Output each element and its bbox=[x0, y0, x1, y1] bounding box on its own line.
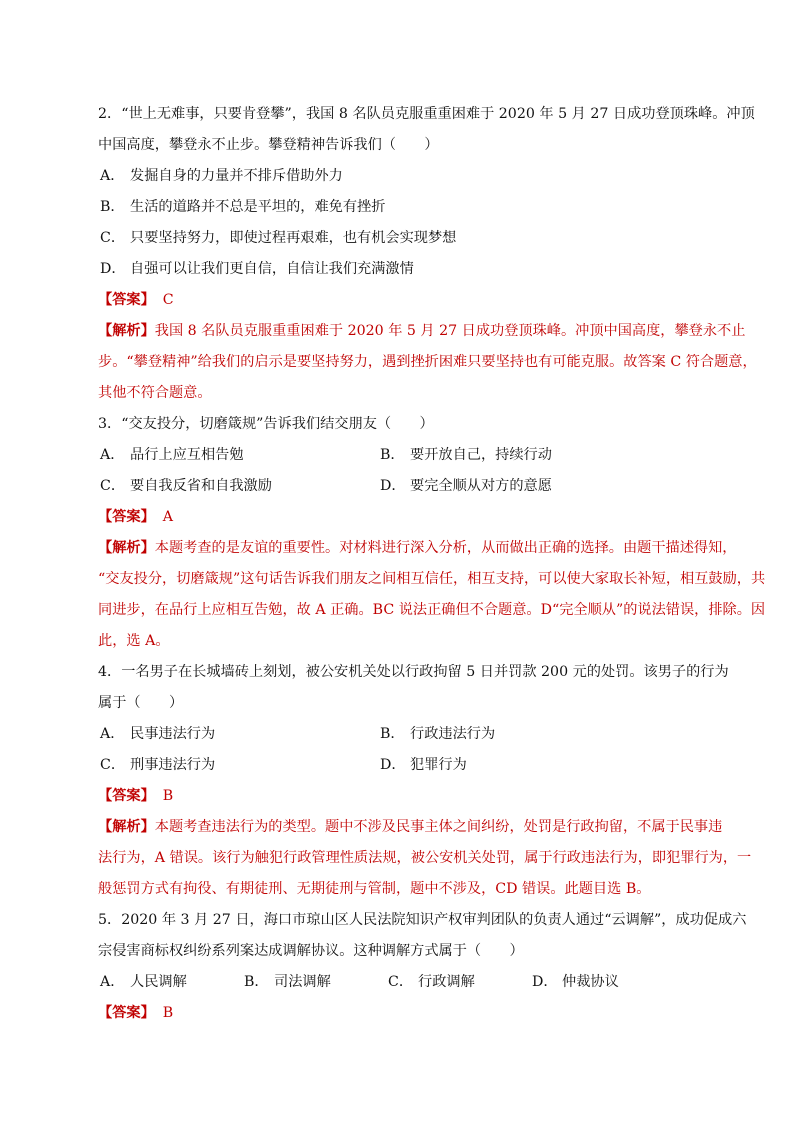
option-text: 人民调解 bbox=[130, 974, 187, 990]
q2-answer bbox=[98, 285, 710, 316]
answer-tag: 【答案】 bbox=[98, 292, 155, 308]
q2-option-b bbox=[98, 192, 710, 223]
answer-tag: 【答案】 bbox=[98, 509, 155, 525]
option-letter: D． bbox=[532, 974, 558, 990]
answer-tag: 【答案】 bbox=[98, 1005, 155, 1021]
q3-option-a bbox=[100, 440, 380, 471]
q5-stem-line2: 宗侵害商标权纠纷系列案达成调解协议。这种调解方式属于（ ） bbox=[98, 943, 524, 959]
option-text: 只要坚持努力，即使过程再艰难，也有机会实现梦想 bbox=[130, 230, 457, 246]
option-text: 仲裁协议 bbox=[562, 974, 619, 990]
q4-stem-line2: 属于（ ） bbox=[98, 695, 184, 711]
q3-analysis-line4: 此，选 A。 bbox=[98, 633, 170, 649]
answer-value: A bbox=[162, 509, 174, 525]
option-text: 生活的道路并不总是平坦的，难免有挫折 bbox=[130, 199, 386, 215]
option-text: 要自我反省和自我激励 bbox=[130, 478, 272, 494]
q2-analysis-line1 bbox=[98, 316, 746, 347]
option-text: 刑事违法行为 bbox=[130, 757, 216, 773]
option-letter: C． bbox=[388, 974, 414, 990]
option-text: 自强可以让我们更自信，自信让我们充满激情 bbox=[130, 261, 414, 277]
option-letter: D． bbox=[100, 261, 126, 277]
option-letter: D． bbox=[380, 478, 406, 494]
option-text: 行政调解 bbox=[418, 974, 475, 990]
analysis-text: 本题考查的是友谊的重要性。对材料进行深入分析，从而做出正确的选择。由题干描述得知， bbox=[154, 540, 737, 556]
option-text: 行政违法行为 bbox=[410, 726, 496, 742]
q5-answer bbox=[98, 998, 710, 1029]
option-text: 要开放自己，持续行动 bbox=[410, 447, 552, 463]
q5-option-c bbox=[388, 967, 532, 998]
q4-option-a bbox=[100, 719, 380, 750]
option-text: 民事违法行为 bbox=[130, 726, 216, 742]
q5-options-row bbox=[98, 967, 710, 998]
q3-analysis-line1 bbox=[98, 533, 737, 564]
option-letter: B． bbox=[244, 974, 269, 990]
answer-value: C bbox=[162, 292, 174, 308]
q3-analysis-line2: “交友投分，切磨箴规”这句话告诉我们朋友之间相互信任，相互支持，可以使大家取长补短，相互鼓励，共 bbox=[98, 571, 766, 587]
analysis-tag: 【解析】 bbox=[98, 540, 155, 556]
q5-stem-line1: 5．2020 年 3 月 27 日，海口市琼山区人民法院知识产权审判团队的负责人通过“云调解”，成功促成六 bbox=[98, 912, 747, 928]
q4-option-b bbox=[380, 719, 495, 750]
q4-options-row1 bbox=[98, 719, 710, 750]
q3-option-b bbox=[380, 440, 552, 471]
answer-tag: 【答案】 bbox=[98, 788, 155, 804]
analysis-tag: 【解析】 bbox=[98, 323, 155, 339]
q4-analysis-line1 bbox=[98, 812, 723, 843]
q2-analysis-line3: 其他不符合题意。 bbox=[98, 385, 212, 401]
option-letter: C． bbox=[100, 478, 126, 494]
option-text: 发掘自身的力量并不排斥借助外力 bbox=[130, 168, 343, 184]
q3-stem: 3．“交友投分，切磨箴规”告诉我们结交朋友（ ） bbox=[98, 416, 434, 432]
q4-analysis-line2: 法行为，A 错误。该行为触犯行政管理性质法规，被公安机关处罚，属于行政违法行为，即犯罪行为，一 bbox=[98, 850, 752, 866]
answer-value: B bbox=[162, 788, 174, 804]
option-letter: D． bbox=[380, 757, 406, 773]
q2-option-d bbox=[98, 254, 710, 285]
option-text: 犯罪行为 bbox=[410, 757, 467, 773]
option-letter: B． bbox=[380, 726, 405, 742]
analysis-tag: 【解析】 bbox=[98, 819, 155, 835]
q3-options-row2 bbox=[98, 471, 710, 502]
q5-option-a bbox=[100, 967, 244, 998]
option-letter: C． bbox=[100, 230, 126, 246]
q3-options-row1 bbox=[98, 440, 710, 471]
option-text: 品行上应互相告勉 bbox=[130, 447, 244, 463]
option-letter: C． bbox=[100, 757, 126, 773]
q4-answer bbox=[98, 781, 710, 812]
q4-option-c bbox=[100, 750, 380, 781]
option-letter: B． bbox=[380, 447, 405, 463]
option-letter: B． bbox=[100, 199, 125, 215]
q5-option-d bbox=[532, 967, 619, 998]
option-letter: A． bbox=[100, 168, 125, 184]
q2-stem-line2: 中国高度，攀登永不止步。攀登精神告诉我们（ ） bbox=[98, 137, 439, 153]
q3-option-d bbox=[380, 471, 552, 502]
q2-analysis-line2: 步。“攀登精神”给我们的启示是要坚持努力，遇到挫折困难只要坚持也有可能克服。故答案 C 符合题意， bbox=[98, 354, 757, 370]
q2-option-a bbox=[98, 161, 710, 192]
q3-analysis-line3: 同进步，在品行上应相互告勉，故 A 正确。BC 说法正确但不合题意。D“完全顺从”的说法错误，排除。因 bbox=[98, 602, 766, 618]
analysis-text: 本题考查违法行为的类型。题中不涉及民事主体之间纠纷，处罚是行政拘留，不属于民事违 bbox=[154, 819, 723, 835]
q4-option-d bbox=[380, 750, 467, 781]
option-text: 司法调解 bbox=[274, 974, 331, 990]
answer-value: B bbox=[162, 1005, 174, 1021]
option-text: 要完全顺从对方的意愿 bbox=[410, 478, 552, 494]
q4-stem-line1: 4．一名男子在长城墙砖上刻划，被公安机关处以行政拘留 5 日并罚款 200 元的处罚。该男子的行为 bbox=[98, 664, 729, 680]
option-letter: A． bbox=[100, 447, 125, 463]
analysis-text: 我国 8 名队员克服重重困难于 2020 年 5 月 27 日成功登顶珠峰。冲顶中国高度，攀登永不止 bbox=[154, 323, 746, 339]
option-letter: A． bbox=[100, 974, 125, 990]
q2-option-c bbox=[98, 223, 710, 254]
q5-option-b bbox=[244, 967, 388, 998]
q3-option-c bbox=[100, 471, 380, 502]
q3-answer bbox=[98, 502, 710, 533]
q2-stem-line1: 2．“世上无难事，只要肯登攀”，我国 8 名队员克服重重困难于 2020 年 5 月 27 日成功登顶珠峰。冲顶 bbox=[98, 106, 755, 122]
exam-page bbox=[98, 99, 766, 1029]
q4-analysis-line3: 般惩罚方式有拘役、有期徒刑、无期徒刑与管制，题中不涉及，CD 错误。此题目选 B。 bbox=[98, 881, 651, 897]
option-letter: A． bbox=[100, 726, 125, 742]
q4-options-row2 bbox=[98, 750, 710, 781]
